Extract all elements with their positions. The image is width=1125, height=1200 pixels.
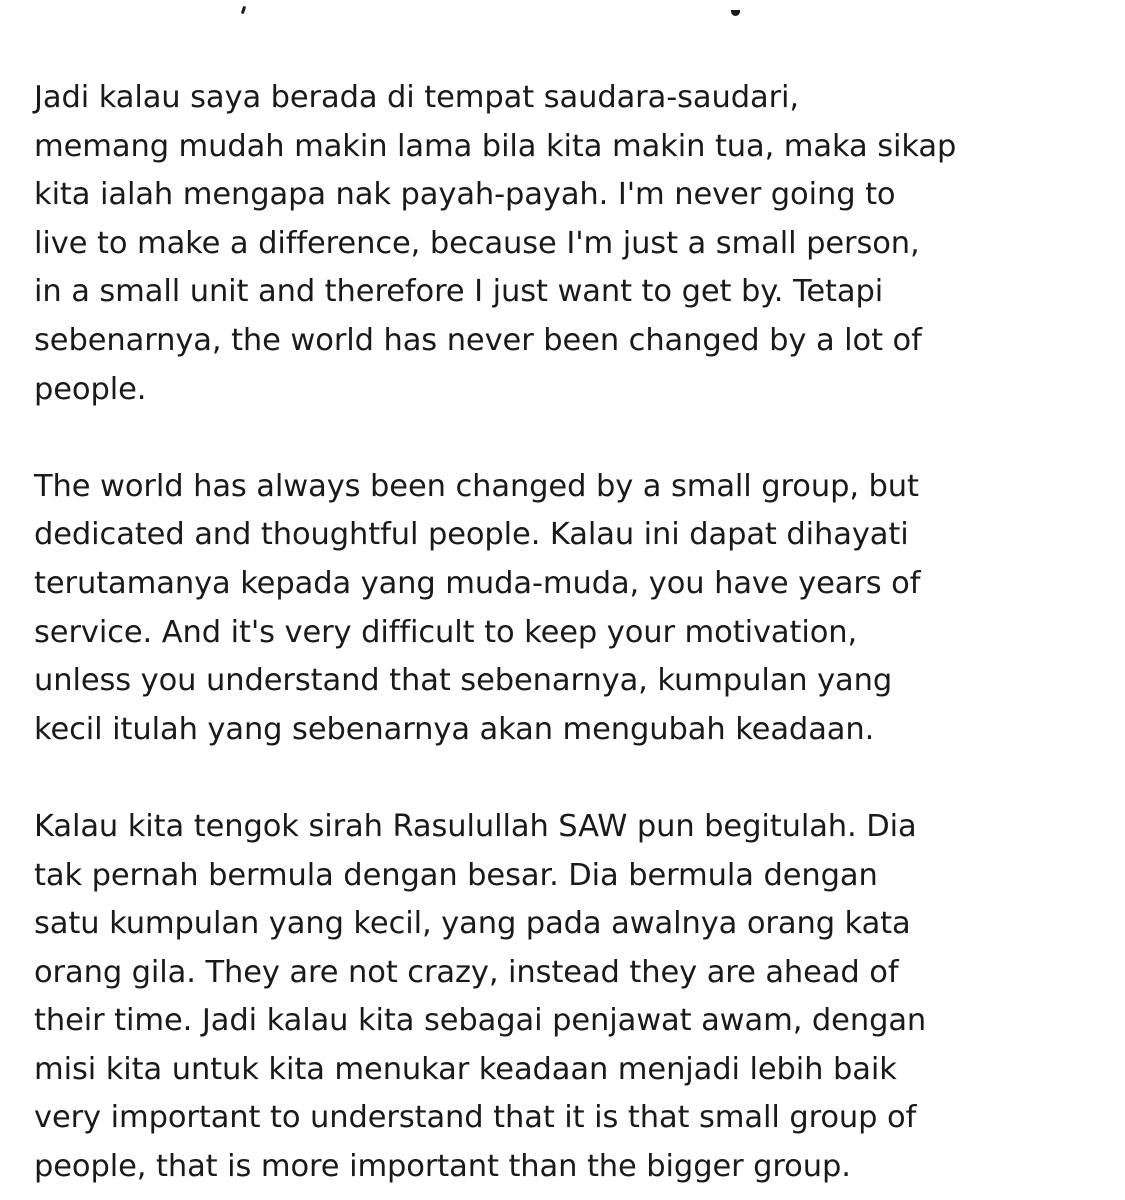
text-line: satu kumpulan yang kecil, yang pada awalnya orang kata (34, 906, 911, 942)
text-line: people, that is more important than the bigger group. (34, 1149, 851, 1185)
text-line: in a small unit and therefore I just want to get by. Tetapi (34, 274, 884, 310)
clipped-glyph (241, 6, 246, 15)
text-line: very important to understand that it is that small group of (34, 1100, 917, 1136)
text-line: Kalau kita tengok sirah Rasulullah SAW pun begitulah. Dia (34, 808, 917, 844)
text-line: tak pernah bermula dengan besar. Dia bermula dengan (34, 857, 878, 893)
text-line: orang gila. They are not crazy, instead they are ahead of (34, 954, 899, 990)
text-line: service. And it's very difficult to keep your motivation, (34, 614, 858, 650)
clipped-glyph (731, 10, 740, 16)
text-line: The world has always been changed by a small group, but (34, 468, 919, 504)
text-line: Jadi kalau saya berada di tempat saudara-saudari, (34, 80, 799, 115)
paragraph-3 (34, 803, 1099, 1192)
text-line: live to make a difference, because I'm just a small person, (34, 225, 920, 261)
text-line: kecil itulah yang sebenarnya akan mengubah keadaan. (34, 711, 875, 747)
text-line: people. (34, 371, 147, 407)
paragraph-1 (34, 74, 1099, 414)
text-line: terutamanya kepada yang muda-muda, you have years of (34, 565, 921, 601)
text-line: unless you understand that sebenarnya, kumpulan yang (34, 663, 893, 699)
clipped-previous-line (0, 0, 1125, 22)
text-line: dedicated and thoughtful people. Kalau ini dapat dihayati (34, 517, 909, 553)
article-text (34, 74, 1099, 1192)
text-line: their time. Jadi kalau kita sebagai penjawat awam, dengan (34, 1003, 927, 1039)
text-line: misi kita untuk kita menukar keadaan menjadi lebih baik (34, 1051, 897, 1087)
text-line: sebenarnya, the world has never been changed by a lot of (34, 322, 922, 358)
text-line: memang mudah makin lama bila kita makin tua, maka sikap (34, 128, 957, 164)
paragraph-2 (34, 463, 1099, 755)
text-line: kita ialah mengapa nak payah-payah. I'm never going to (34, 177, 896, 213)
